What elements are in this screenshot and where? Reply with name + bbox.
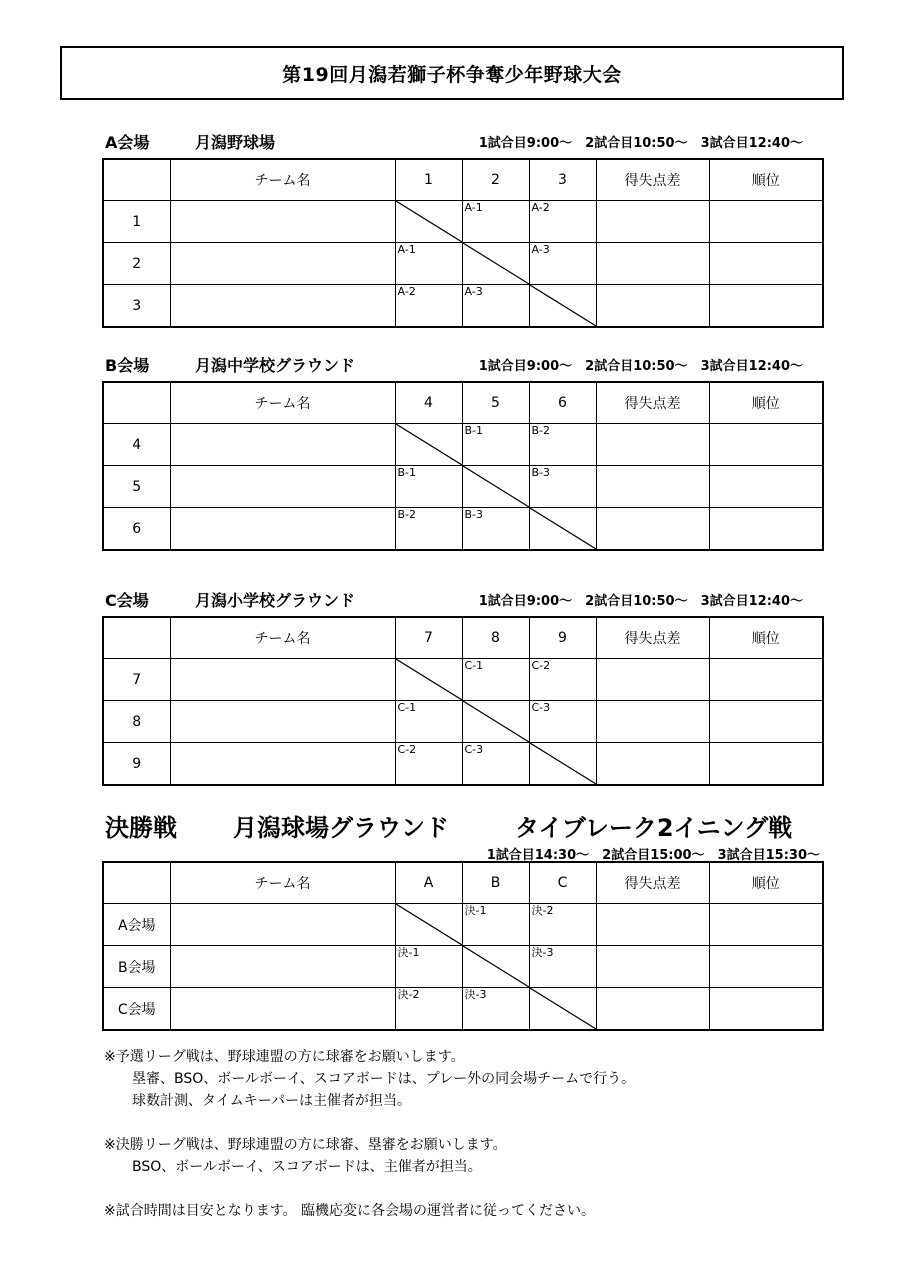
team-name-cell[interactable]	[170, 508, 395, 551]
table-row	[103, 424, 823, 466]
team-name-header: チーム名	[170, 617, 395, 659]
rank-cell[interactable]	[709, 743, 823, 786]
table-row	[103, 466, 823, 508]
rank-cell[interactable]	[709, 701, 823, 743]
ground-label: 月潟球場グラウンド	[233, 814, 449, 842]
rank-cell[interactable]	[709, 285, 823, 328]
goal-diff-cell[interactable]	[596, 701, 709, 743]
diagonal-line	[396, 904, 462, 945]
corner-cell	[103, 862, 170, 904]
row-label: 8	[103, 701, 170, 743]
match-cell[interactable]	[529, 904, 596, 946]
match-code: 決-3	[464, 988, 487, 1001]
match-cell[interactable]	[462, 201, 529, 243]
goal-diff-header: 得失点差	[596, 617, 709, 659]
league-table-c	[102, 616, 824, 786]
row-label: 3	[103, 285, 170, 328]
match-cell[interactable]	[529, 424, 596, 466]
match-code: A-3	[531, 243, 550, 256]
match-cell[interactable]	[462, 659, 529, 701]
match-code: A-2	[531, 201, 550, 214]
diagonal-cell	[462, 701, 529, 743]
note-line: 球数計測、タイムキーパーは主催者が担当。	[132, 1093, 412, 1109]
opponent-header: C	[529, 862, 596, 904]
venue-label: 決勝戦	[105, 814, 177, 842]
section-c-header	[105, 588, 825, 612]
match-code: B-3	[464, 508, 484, 521]
team-name-cell[interactable]	[170, 243, 395, 285]
match-cell[interactable]	[395, 508, 462, 551]
row-label: 9	[103, 743, 170, 786]
diagonal-line	[396, 201, 462, 242]
header-row	[103, 382, 823, 424]
diagonal-cell	[395, 904, 462, 946]
table-row	[103, 946, 823, 988]
row-label: 5	[103, 466, 170, 508]
goal-diff-cell[interactable]	[596, 201, 709, 243]
goal-diff-cell[interactable]	[596, 904, 709, 946]
diagonal-line	[463, 701, 529, 742]
goal-diff-cell[interactable]	[596, 285, 709, 328]
opponent-header: 6	[529, 382, 596, 424]
row-label: C会場	[103, 988, 170, 1031]
goal-diff-header: 得失点差	[596, 159, 709, 201]
venue-label: A会場	[105, 133, 150, 152]
match-cell[interactable]	[395, 243, 462, 285]
note-line: ※決勝リーグ戦は、野球連盟の方に球審、塁審をお願いします。	[104, 1137, 507, 1153]
corner-cell	[103, 617, 170, 659]
row-label: 7	[103, 659, 170, 701]
note-line: ※予選リーグ戦は、野球連盟の方に球審をお願いします。	[104, 1049, 465, 1065]
match-code: B-1	[464, 424, 484, 437]
section-b-header	[105, 353, 825, 377]
diagonal-cell	[529, 508, 596, 551]
match-code: A-2	[397, 285, 416, 298]
rank-cell[interactable]	[709, 201, 823, 243]
schedule-text: 1試合目9:00～ 2試合目10:50～ 3試合目12:40～	[478, 359, 803, 374]
match-code: C-3	[464, 743, 484, 756]
diagonal-cell	[395, 659, 462, 701]
match-code: C-2	[397, 743, 417, 756]
diagonal-cell	[529, 285, 596, 328]
match-code: A-1	[464, 201, 483, 214]
rank-header: 順位	[709, 159, 823, 201]
team-name-cell[interactable]	[170, 424, 395, 466]
rank-cell[interactable]	[709, 988, 823, 1031]
table-row	[103, 904, 823, 946]
row-label: 2	[103, 243, 170, 285]
match-cell[interactable]	[395, 701, 462, 743]
table-row	[103, 659, 823, 701]
team-name-cell[interactable]	[170, 701, 395, 743]
goal-diff-header: 得失点差	[596, 862, 709, 904]
diagonal-cell	[529, 988, 596, 1031]
diagonal-cell	[395, 424, 462, 466]
league-table-b	[102, 381, 824, 551]
final-header	[105, 808, 825, 844]
goal-diff-cell[interactable]	[596, 988, 709, 1031]
goal-diff-cell[interactable]	[596, 508, 709, 551]
rank-cell[interactable]	[709, 946, 823, 988]
ground-label: 月潟野球場	[195, 133, 276, 152]
match-cell[interactable]	[462, 988, 529, 1031]
table-row	[103, 988, 823, 1031]
diagonal-line	[530, 285, 596, 326]
header-row	[103, 862, 823, 904]
match-cell[interactable]	[395, 466, 462, 508]
venue-label: C会場	[105, 591, 149, 610]
goal-diff-cell[interactable]	[596, 946, 709, 988]
match-code: C-1	[464, 659, 484, 672]
match-code: 決-2	[531, 904, 554, 917]
tiebreak-label: タイブレーク2イニング戦	[515, 814, 793, 842]
goal-diff-cell[interactable]	[596, 743, 709, 786]
opponent-header: 5	[462, 382, 529, 424]
row-label: A会場	[103, 904, 170, 946]
match-code: 決-1	[464, 904, 487, 917]
team-name-cell[interactable]	[170, 988, 395, 1031]
match-cell[interactable]	[462, 285, 529, 328]
match-code: B-3	[531, 466, 551, 479]
corner-cell	[103, 382, 170, 424]
row-label: 1	[103, 201, 170, 243]
rank-header: 順位	[709, 617, 823, 659]
team-name-header: チーム名	[170, 862, 395, 904]
match-code: B-2	[531, 424, 551, 437]
diagonal-line	[396, 659, 462, 700]
note-line: ※試合時間は目安となります。 臨機応変に各会場の運営者に従ってください。	[104, 1203, 596, 1219]
rank-header: 順位	[709, 382, 823, 424]
match-code: C-2	[531, 659, 551, 672]
table-row	[103, 508, 823, 551]
ground-label: 月潟中学校グラウンド	[195, 356, 356, 375]
opponent-header: 8	[462, 617, 529, 659]
team-name-cell[interactable]	[170, 743, 395, 786]
venue-label: B会場	[105, 356, 150, 375]
team-name-cell[interactable]	[170, 201, 395, 243]
match-cell[interactable]	[395, 743, 462, 786]
match-code: 決-2	[397, 988, 420, 1001]
rank-cell[interactable]	[709, 243, 823, 285]
header-row	[103, 159, 823, 201]
rank-cell[interactable]	[709, 424, 823, 466]
goal-diff-cell[interactable]	[596, 466, 709, 508]
match-code: B-1	[397, 466, 417, 479]
match-code: 決-3	[531, 946, 554, 959]
match-cell[interactable]	[529, 659, 596, 701]
section-a-header	[105, 130, 825, 154]
match-code: A-1	[397, 243, 416, 256]
match-cell[interactable]	[395, 946, 462, 988]
opponent-header: 2	[462, 159, 529, 201]
diagonal-cell	[462, 243, 529, 285]
diagonal-line	[530, 988, 596, 1029]
match-code: A-3	[464, 285, 483, 298]
table-row	[103, 201, 823, 243]
page-title: 第19回月潟若獅子杯争奪少年野球大会	[60, 46, 844, 100]
rank-cell[interactable]	[709, 508, 823, 551]
diagonal-line	[463, 946, 529, 987]
match-cell[interactable]	[462, 508, 529, 551]
diagonal-line	[396, 424, 462, 465]
diagonal-cell	[395, 201, 462, 243]
opponent-header: B	[462, 862, 529, 904]
team-name-header: チーム名	[170, 382, 395, 424]
opponent-header: 1	[395, 159, 462, 201]
table-row	[103, 701, 823, 743]
league-table-final	[102, 861, 824, 1031]
goal-diff-cell[interactable]	[596, 243, 709, 285]
team-name-header: チーム名	[170, 159, 395, 201]
diagonal-line	[463, 466, 529, 507]
schedule-text: 1試合目9:00～ 2試合目10:50～ 3試合目12:40～	[478, 594, 803, 609]
note-line: BSO、ボールボーイ、スコアボードは、主催者が担当。	[132, 1159, 482, 1175]
match-cell[interactable]	[529, 466, 596, 508]
match-cell[interactable]	[529, 243, 596, 285]
ground-label: 月潟小学校グラウンド	[195, 591, 356, 610]
opponent-header: 3	[529, 159, 596, 201]
match-cell[interactable]	[462, 904, 529, 946]
opponent-header: 4	[395, 382, 462, 424]
match-cell[interactable]	[529, 201, 596, 243]
row-label: 6	[103, 508, 170, 551]
rank-cell[interactable]	[709, 466, 823, 508]
match-cell[interactable]	[462, 424, 529, 466]
match-code: 決-1	[397, 946, 420, 959]
goal-diff-header: 得失点差	[596, 382, 709, 424]
table-row	[103, 743, 823, 786]
goal-diff-cell[interactable]	[596, 424, 709, 466]
team-name-cell[interactable]	[170, 659, 395, 701]
match-code: B-2	[397, 508, 417, 521]
corner-cell	[103, 159, 170, 201]
diagonal-cell	[462, 946, 529, 988]
schedule-text: 1試合目9:00～ 2試合目10:50～ 3試合目12:40～	[478, 136, 803, 151]
team-name-cell[interactable]	[170, 466, 395, 508]
diagonal-cell	[462, 466, 529, 508]
table-row	[103, 243, 823, 285]
match-cell[interactable]	[529, 701, 596, 743]
diagonal-line	[530, 743, 596, 784]
match-code: C-1	[397, 701, 417, 714]
note-line: 塁審、BSO、ボールボーイ、スコアボードは、プレー外の同会場チームで行う。	[132, 1071, 636, 1087]
diagonal-line	[463, 243, 529, 284]
team-name-cell[interactable]	[170, 904, 395, 946]
league-table-a	[102, 158, 824, 328]
match-cell[interactable]	[529, 946, 596, 988]
row-label: 4	[103, 424, 170, 466]
match-cell[interactable]	[462, 743, 529, 786]
header-row	[103, 617, 823, 659]
diagonal-cell	[529, 743, 596, 786]
final-schedule-text: 1試合目14:30～ 2試合目15:00～ 3試合目15:30～	[486, 848, 820, 863]
match-code: C-3	[531, 701, 551, 714]
notes	[104, 1046, 804, 1222]
rank-header: 順位	[709, 862, 823, 904]
opponent-header: A	[395, 862, 462, 904]
match-cell[interactable]	[395, 285, 462, 328]
team-name-cell[interactable]	[170, 946, 395, 988]
rank-cell[interactable]	[709, 659, 823, 701]
diagonal-line	[530, 508, 596, 549]
row-label: B会場	[103, 946, 170, 988]
goal-diff-cell[interactable]	[596, 659, 709, 701]
rank-cell[interactable]	[709, 904, 823, 946]
table-row	[103, 285, 823, 328]
team-name-cell[interactable]	[170, 285, 395, 328]
opponent-header: 7	[395, 617, 462, 659]
opponent-header: 9	[529, 617, 596, 659]
match-cell[interactable]	[395, 988, 462, 1031]
